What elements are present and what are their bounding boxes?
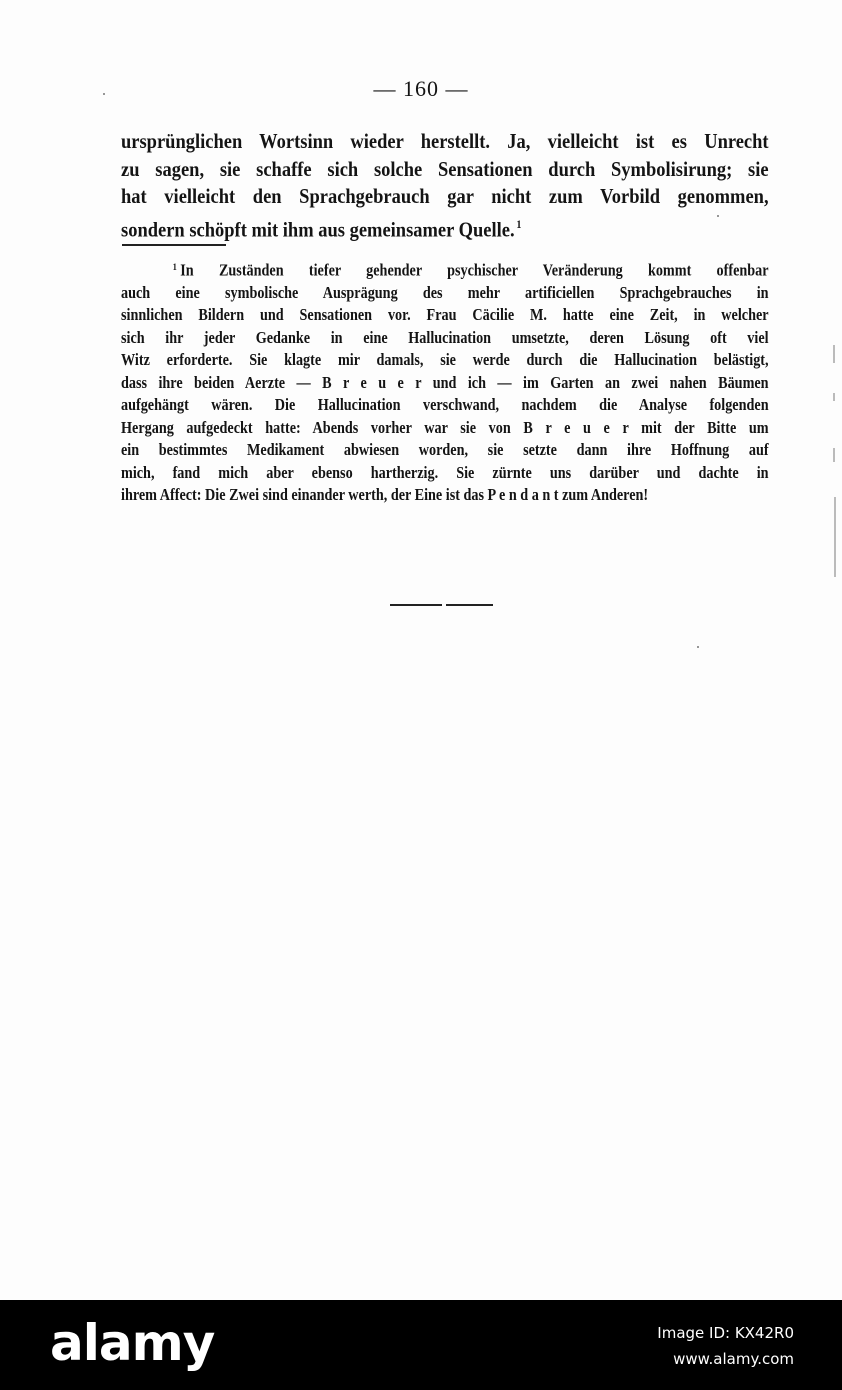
footnote-line: aufgehängt wären. Die Hallucination verschwand, nachdem die Analyse folgenden [121,395,769,415]
page-number: — 160 — [373,76,469,101]
footnote-line: ein bestimmtes Medikament abwiesen worden, sie setzte dann ihre Hoffnung auf [121,440,769,460]
main-line-last [121,211,769,244]
main-line: zu sagen, sie schaffe sich solche Sensationen durch Symbolisirung; sie [121,156,769,181]
footnote-line: sich ihr jeder Gedanke in eine Hallucination umsetzte, deren Lösung oft viel [121,327,769,347]
footnote [121,257,769,507]
watermark-logo: alamy [50,1314,215,1372]
footnote-line: mich, fand mich aber ebenso hartherzig. Sie zürnte uns darüber und dachte in [121,462,769,482]
footnote-line: Hergang aufgedeckt hatte: Abends vorher war sie von B r e u e r mit der Bitte um [121,417,769,437]
footnote-line: ihrem Affect: Die Zwei sind einander werth, der Eine ist das P e n d a n t zum Anderen! [121,485,649,505]
watermark-site: www.alamy.com [673,1350,794,1368]
watermark-image-id: Image ID: KX42R0 [657,1324,794,1342]
main-line: sondern schöpft mit ihm aus gemeinsamer Quelle. [121,216,515,241]
section-end-rule [390,604,493,606]
footnote-line: sinnlichen Bildern und Sensationen vor. Frau Cäcilie M. hatte eine Zeit, in welcher [121,305,769,325]
footnote-marker: 1 [172,262,177,273]
main-line: ursprünglichen Wortsinn wieder herstellt. Ja, vielleicht ist es Unrecht [121,129,769,153]
footnote-line-first [121,257,769,282]
main-paragraph [121,128,769,243]
footnote-reference: 1 [516,216,522,231]
footnote-separator-rule [122,244,226,246]
footnote-line: dass ihre beiden Aerzte — B r e u e r und ich — im Garten an zwei nahen Bäumen [121,372,769,392]
footnote-line: auch eine symbolische Ausprägung des mehr artificiellen Sprachgebrauches in [121,282,769,302]
footnote-line: In Zuständen tiefer gehender psychischer Veränderung kommt offenbar [180,260,769,280]
footnote-line: Witz erforderte. Sie klagte mir damals, sie werde durch die Hallucination belästigt, [121,350,769,370]
main-line: hat vielleicht den Sprachgebrauch gar nicht zum Vorbild genommen, [121,184,769,208]
